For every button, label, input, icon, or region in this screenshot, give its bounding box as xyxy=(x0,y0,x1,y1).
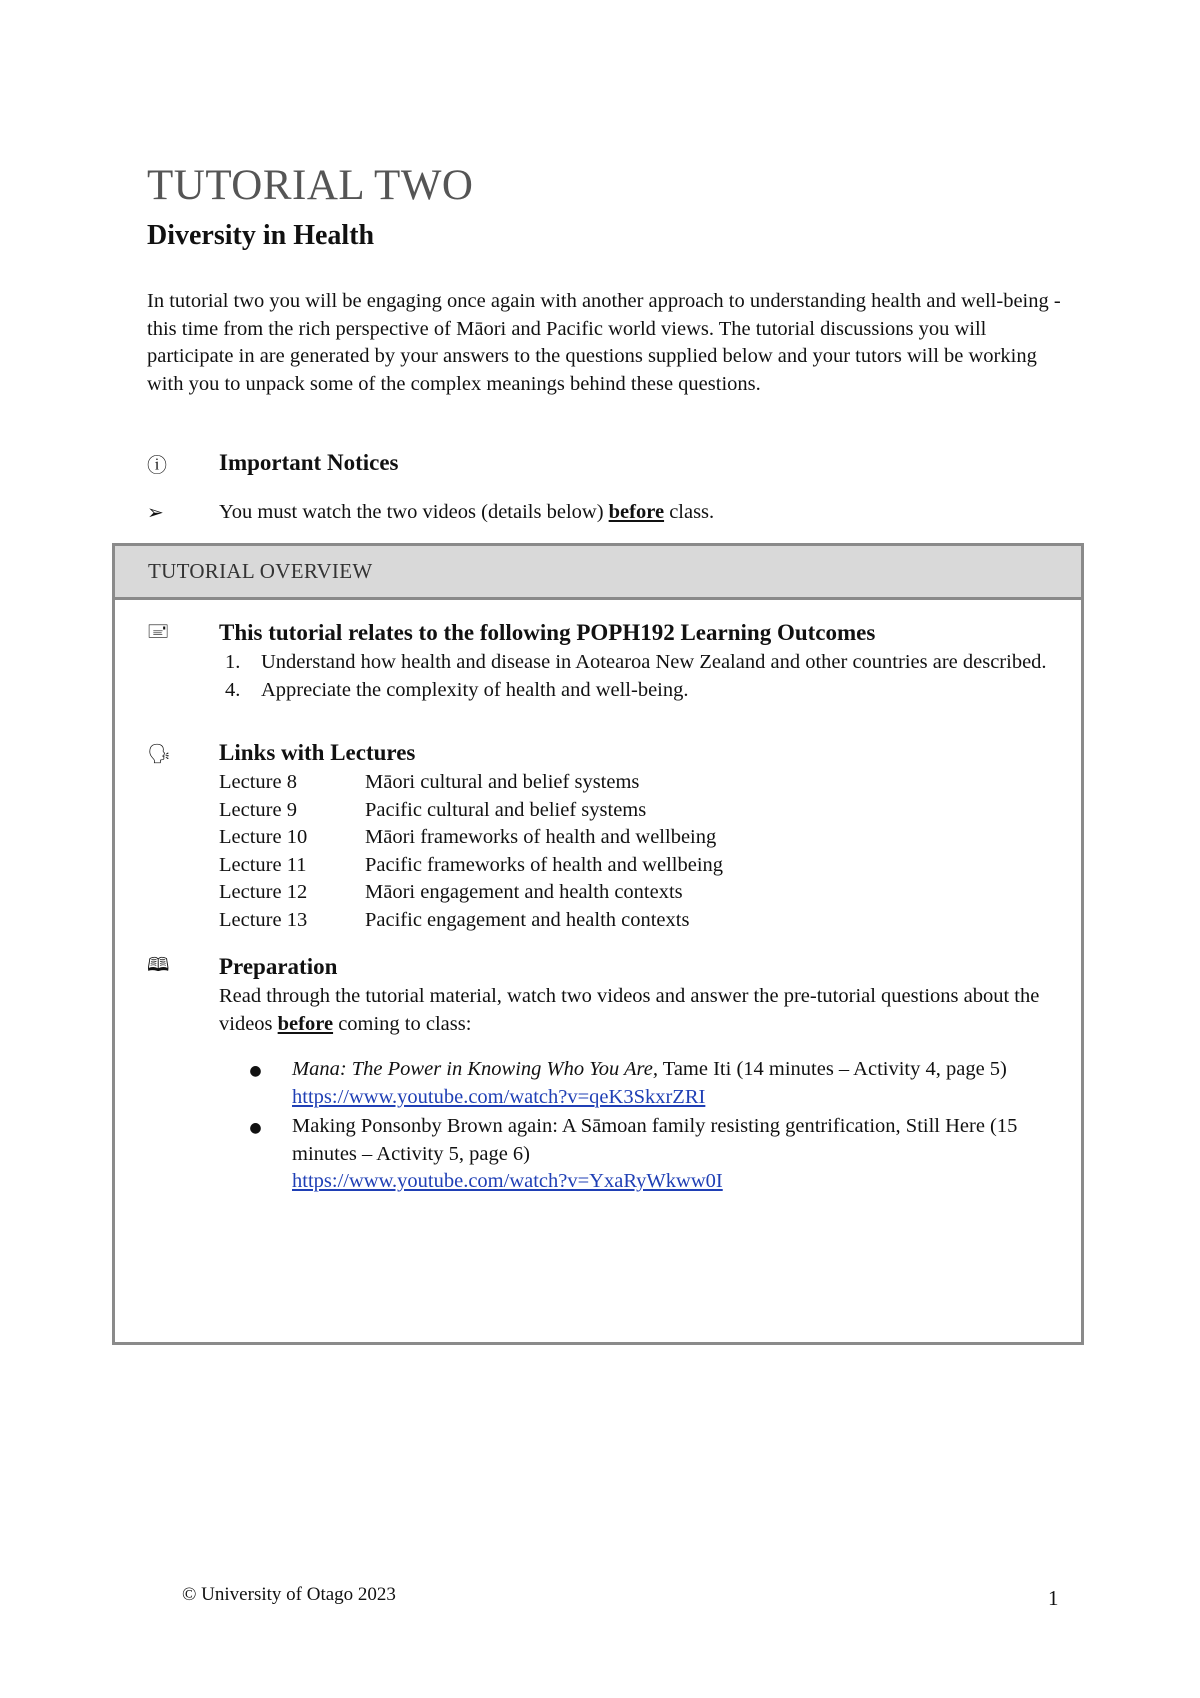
lecture-row: Lecture 12 Māori engagement and health contexts xyxy=(219,881,683,903)
page-title: TUTORIAL TWO xyxy=(147,162,474,209)
video-link-1[interactable]: https://www.youtube.com/watch?v=qeK3SkxrZRI xyxy=(292,1085,706,1108)
book-icon: 🕮 xyxy=(147,954,170,976)
page-subtitle: Diversity in Health xyxy=(147,220,375,251)
lecture-row: Lecture 11 Pacific frameworks of health and wellbeing xyxy=(219,853,724,876)
info-icon: ⓘ xyxy=(147,452,167,477)
video-link-2[interactable]: https://www.youtube.com/watch?v=YxaRyWkww0I xyxy=(292,1170,723,1192)
intro-paragraph: In tutorial two you will be engaging once again with another approach to understanding health and well-being - this time from the rich perspective of Māori and Pacific world views. The tutorial discussions you will participate in are generated by your answers to the questions supplied below and your tutors will be working with you to unpack some of the complex meanings behind these questions. xyxy=(147,290,1061,395)
links-with-lectures-section xyxy=(147,737,1067,934)
page-number: 1 xyxy=(1048,1586,1059,1610)
document-icon: 🖃 xyxy=(147,620,170,642)
video-list xyxy=(219,1056,1067,1196)
preparation-text: Read through the tutorial material, watch two videos and answer the pre-tutorial questions about the videos before coming to class: xyxy=(219,985,1040,1035)
list-item: 4. Appreciate the complexity of health and well-being. xyxy=(225,678,689,701)
lecture-row: Lecture 9 Pacific cultural and belief systems xyxy=(219,798,647,821)
bullet-icon: ● xyxy=(249,1063,262,1079)
list-item: ● Making Ponsonby Brown again: A Sāmoan family resisting gentrification, Still Here (15 minutes – Activity 5, page 6) https://www.youtube.com/watch?v=YxaRyWkww0I xyxy=(219,1113,1067,1196)
list-item: 1. Understand how health and disease in Aotearoa New Zealand and other countries are described. xyxy=(225,651,1047,673)
lecture-row: Lecture 8 Māori cultural and belief systems xyxy=(219,771,640,793)
tutorial-overview-box xyxy=(112,543,1084,1345)
tutorial-overview-header: TUTORIAL OVERVIEW xyxy=(115,546,1081,600)
notice-text: You must watch the two videos (details below) before class. xyxy=(219,500,715,523)
video-title: Mana: The Power in Knowing Who You Are, xyxy=(292,1058,658,1080)
speaking-head-icon: 🗣 xyxy=(147,742,172,765)
important-notices-title: Important Notices xyxy=(219,450,399,475)
footer-copyright: © University of Otago 2023 xyxy=(182,1584,396,1605)
preparation-emphasis: before xyxy=(277,1012,334,1035)
arrow-bullet-icon: ➢ xyxy=(147,500,164,524)
links-with-lectures-title: Links with Lectures xyxy=(219,740,416,765)
preparation-title: Preparation xyxy=(219,954,338,979)
lecture-row: Lecture 13 Pacific engagement and health contexts xyxy=(219,908,690,931)
bullet-icon: ● xyxy=(249,1120,262,1136)
important-notices-heading xyxy=(147,446,1047,480)
learning-outcomes-section xyxy=(147,617,1067,704)
outcomes-list xyxy=(219,649,1067,704)
notice-emphasis: before xyxy=(608,500,665,523)
list-item: ● Mana: The Power in Knowing Who You Are, Tame Iti (14 minutes – Activity 4, page 5) https://www.youtube.com/watch?v=qeK3SkxrZRI xyxy=(219,1056,1067,1111)
preparation-section xyxy=(147,951,1067,1198)
lecture-row: Lecture 10 Māori frameworks of health and wellbeing xyxy=(219,826,717,848)
lecture-list xyxy=(219,769,1067,934)
learning-outcomes-title: This tutorial relates to the following POPH192 Learning Outcomes xyxy=(219,620,876,645)
notice-item xyxy=(147,497,1047,527)
